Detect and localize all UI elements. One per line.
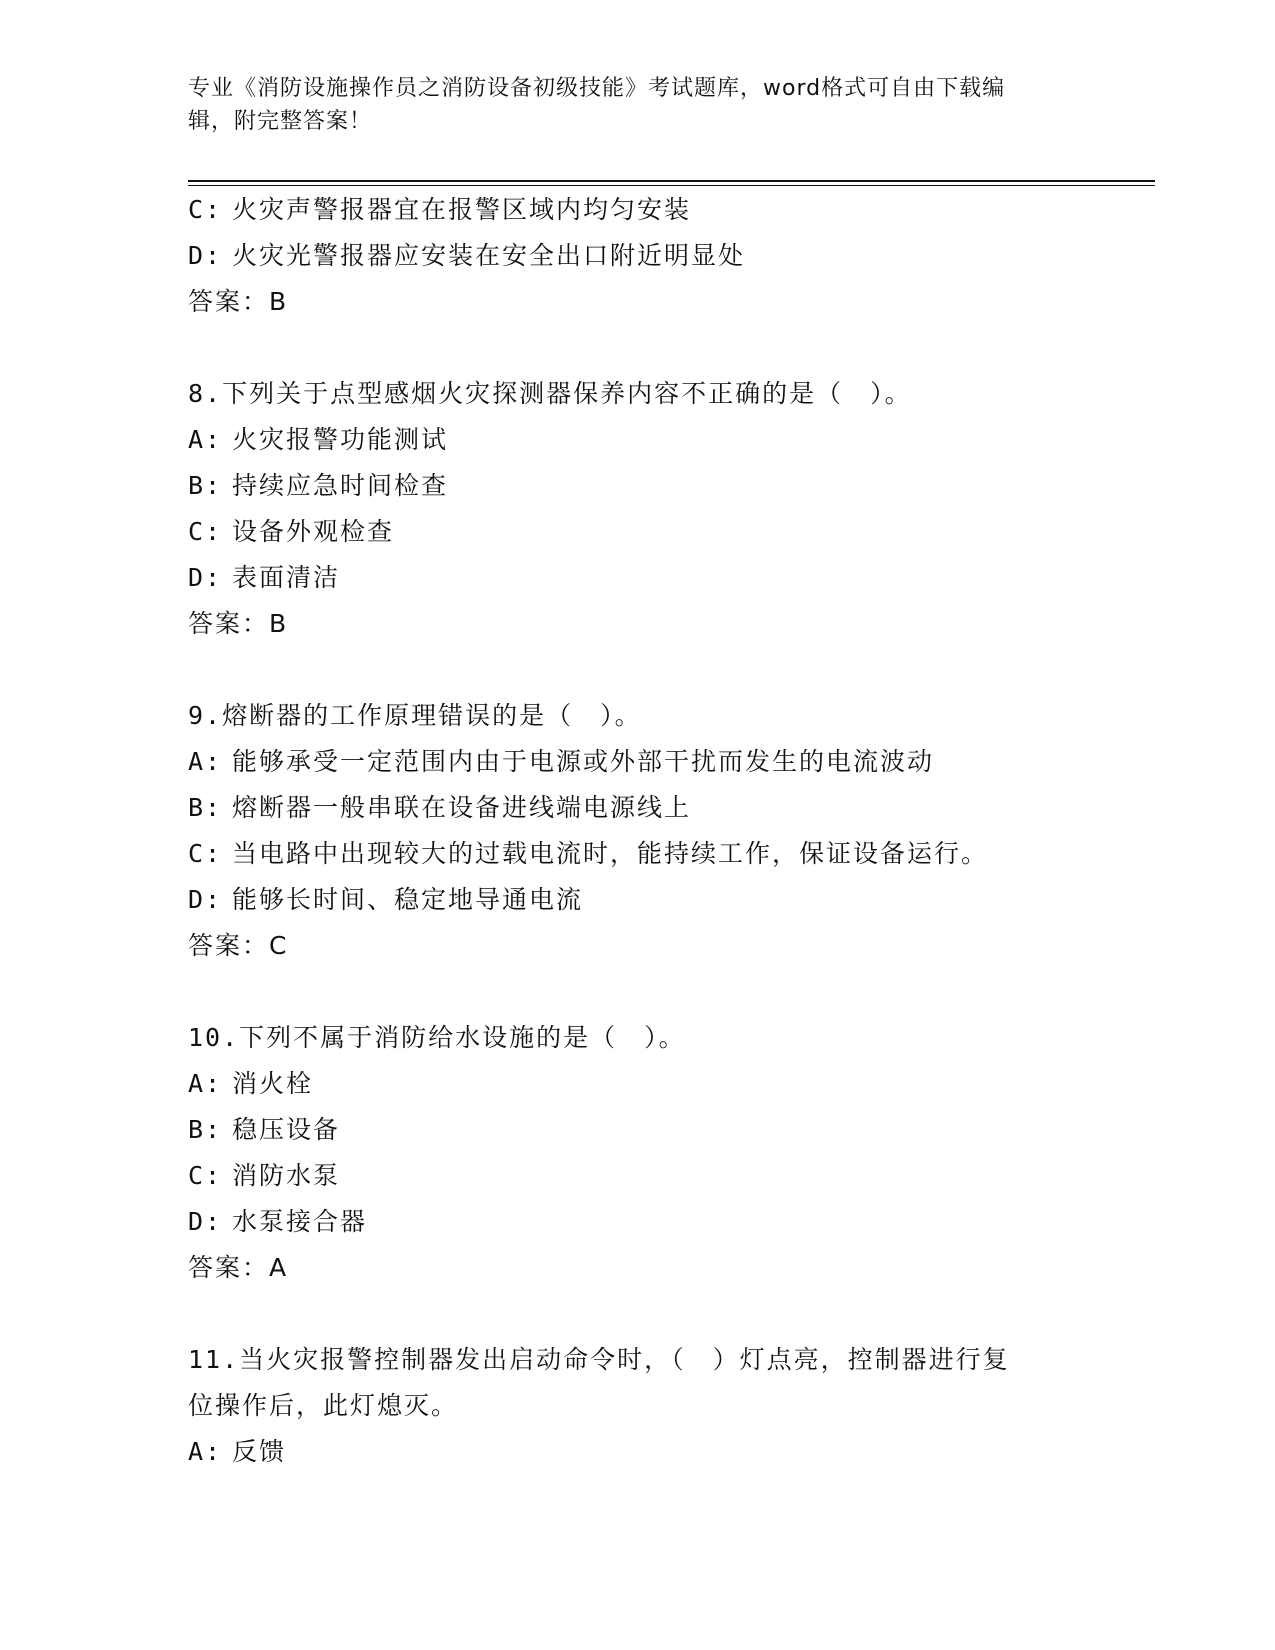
option-d: D: 表面清洁 [188, 563, 341, 592]
option-d: D: 水泵接合器 [188, 1207, 368, 1236]
question-stem-line-2: 位操作后，此灯熄灭。 [188, 1391, 459, 1420]
header-divider-thick [188, 180, 1155, 182]
question-list [188, 187, 1088, 1475]
option-a: A: 火灾报警功能测试 [188, 425, 449, 454]
question-9 [188, 693, 1088, 969]
answer-line: 答案：C [188, 931, 289, 960]
answer-line: 答案：B [188, 287, 289, 316]
question-stem: 10.下列不属于消防给水设施的是（ ）。 [188, 1023, 686, 1052]
option-d: D: 火灾光警报器应安装在安全出口附近明显处 [188, 241, 746, 270]
question-stem: 9.熔断器的工作原理错误的是（ ）。 [188, 701, 642, 730]
option-c: C: 当电路中出现较大的过载电流时，能持续工作，保证设备运行。 [188, 839, 989, 868]
option-c: C: 消防水泵 [188, 1161, 341, 1190]
header-line-1: 专业《消防设施操作员之消防设备初级技能》考试题库，word格式可自由下载编 [188, 76, 1006, 101]
option-c: C: 火灾声警报器宜在报警区域内均匀安装 [188, 195, 692, 224]
option-b: B: 持续应急时间检查 [188, 471, 449, 500]
option-b: B: 熔断器一般串联在设备进线端电源线上 [188, 793, 692, 822]
question-8 [188, 371, 1088, 647]
answer-line: 答案：A [188, 1253, 289, 1282]
answer-line: 答案：B [188, 609, 289, 638]
option-a: A: 能够承受一定范围内由于电源或外部干扰而发生的电流波动 [188, 747, 935, 776]
document-header [188, 72, 1088, 138]
option-d: D: 能够长时间、稳定地导通电流 [188, 885, 584, 914]
option-b: B: 稳压设备 [188, 1115, 341, 1144]
header-divider-thin [188, 185, 1155, 186]
option-a: A: 消火栓 [188, 1069, 314, 1098]
prev-question [188, 187, 1088, 325]
question-stem: 8.下列关于点型感烟火灾探测器保养内容不正确的是（ ）。 [188, 379, 912, 408]
question-10 [188, 1015, 1088, 1291]
option-a: A: 反馈 [188, 1437, 287, 1466]
question-11 [188, 1337, 1088, 1475]
header-line-2: 辑，附完整答案！ [188, 109, 373, 134]
question-stem-line-1: 11.当火灾报警控制器发出启动命令时，（ ）灯点亮，控制器进行复 [188, 1345, 1010, 1374]
option-c: C: 设备外观检查 [188, 517, 395, 546]
